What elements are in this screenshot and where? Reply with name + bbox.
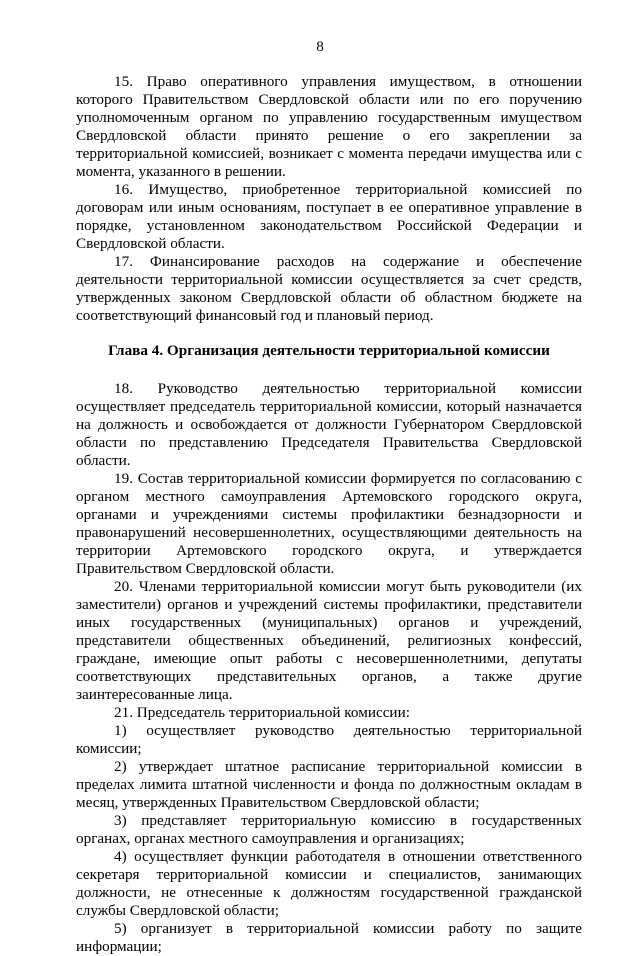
- chapter-heading: Глава 4. Организация деятельности территориальной комиссии: [108, 342, 550, 359]
- list-item-2: 2) утверждает штатное расписание территориальной комиссии в пределах лимита штатной численности и фонда по должностным окладам в месяц, утвержденных Правительством Свердловской области;: [76, 758, 582, 811]
- list-item-4: 4) осуществляет функции работодателя в отношении ответственного секретаря территориальной комиссии и специалистов, занимающих должности, не отнесенные к должностям государственной гражданской службы Свердловской области;: [76, 848, 582, 919]
- paragraph-17: 17. Финансирование расходов на содержание и обеспечение деятельности территориальной комиссии осуществляется за счет средств, утвержденных законом Свердловской области об областном бюджете на соответствующий финансовый год и плановый период.: [76, 253, 582, 324]
- paragraph-16: 16. Имущество, приобретенное территориальной комиссией по договорам или иным основаниям, поступает в ее оперативное управление в порядке, установленном законодательством Российской Федерации и Свердловской области.: [76, 181, 582, 252]
- list-item-1: 1) осуществляет руководство деятельностью территориальной комиссии;: [76, 722, 582, 757]
- paragraph-19: 19. Состав территориальной комиссии формируется по согласованию с органом местного самоуправления Артемовского городского округа, органами и учреждениями системы профилактики безнадзорности и правонарушений несовершеннолетних, осуществляющими деятельность на территории Артемовского городского округа, и утверждается Правительством Свердловской области.: [76, 470, 582, 577]
- paragraph-21: 21. Председатель территориальной комиссии:: [114, 704, 410, 721]
- paragraph-15: 15. Право оперативного управления имуществом, в отношении которого Правительством Свердловской области или по его поручению уполномоченным органом по управлению государственным имуществом Свердловской области принято решение о его закреплении за территориальной комиссией, возникает с момента передачи имущества или с момента, указанного в решении.: [76, 73, 582, 180]
- paragraph-18: 18. Руководство деятельностью территориальной комиссии осуществляет председатель территориальной комиссии, который назначается на должность и освобождается от должности Губернатором Свердловской области по представлению Председателя Правительства Свердловской области.: [76, 380, 582, 469]
- list-item-5: 5) организует в территориальной комиссии работу по защите информации;: [76, 920, 582, 955]
- page-number: 8: [316, 38, 324, 55]
- paragraph-20: 20. Членами территориальной комиссии могут быть руководители (их заместители) органов и учреждений системы профилактики, представители иных государственных (муниципальных) органов и учреждений, представители общественных объединений, религиозных конфессий, граждане, имеющие опыт работы с несовершеннолетними, депутаты соответствующих представительных органов, а также другие заинтересованные лица.: [76, 578, 582, 703]
- list-item-3: 3) представляет территориальную комиссию в государственных органах, органах местного самоуправления и организациях;: [76, 812, 582, 847]
- document-body: [76, 73, 582, 956]
